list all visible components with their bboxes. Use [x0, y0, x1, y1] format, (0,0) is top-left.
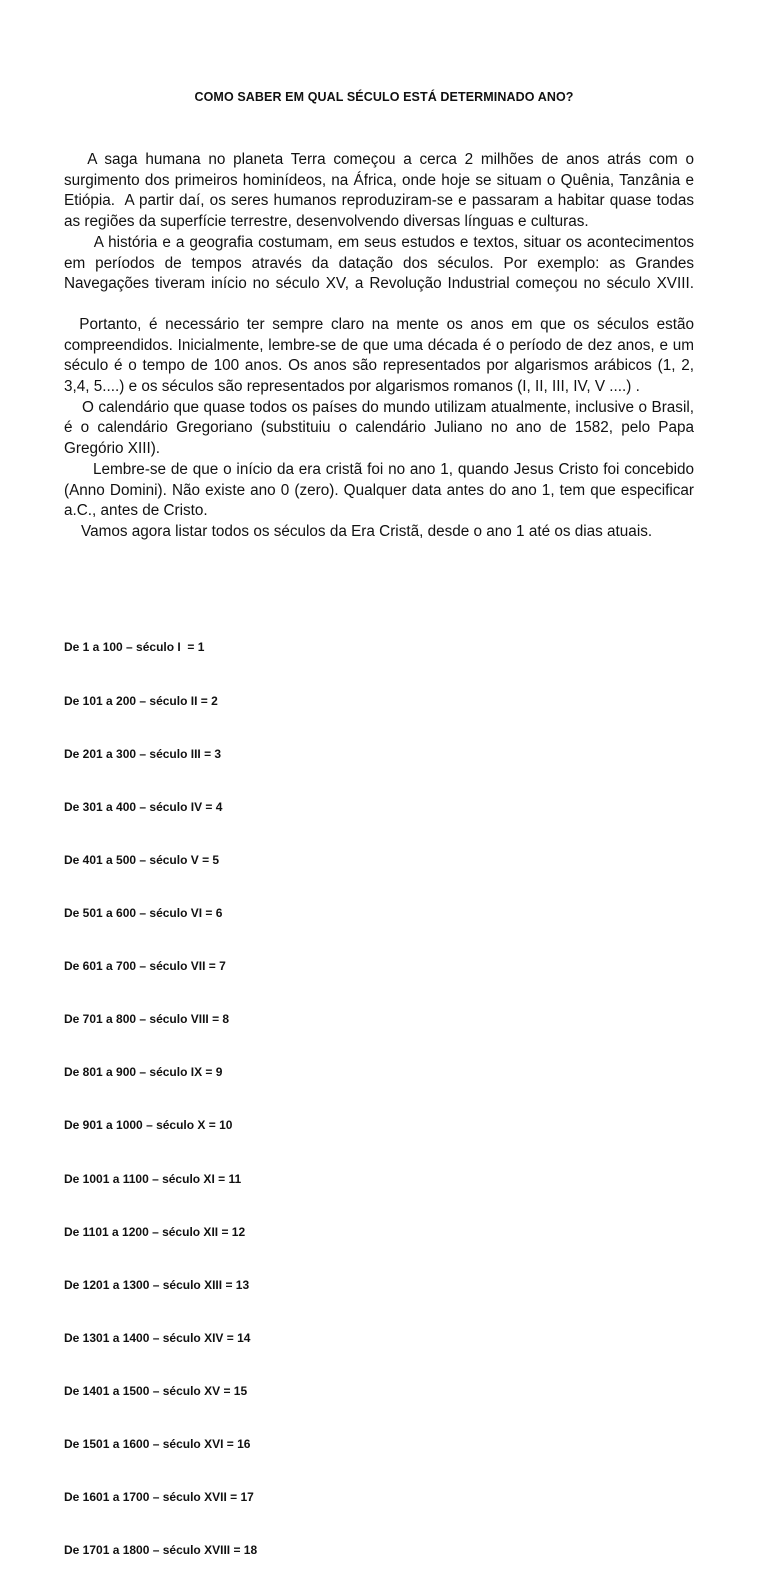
list-item: De 401 a 500 – século V = 5	[64, 852, 220, 867]
list-item: De 301 a 400 – século IV = 4	[64, 799, 223, 814]
list-item: De 801 a 900 – século IX = 9	[64, 1065, 223, 1080]
paragraph-gregorian-calendar: O calendário que quase todos os países do mundo utilizam atualmente, inclusive o Brasil, é o calendário Gregoriano (substituiu o calendário Juliano no ano de 1582, pelo Papa Gregório XIII).	[64, 398, 699, 458]
centuries-list	[64, 604, 257, 1595]
list-item: De 101 a 200 – século II = 2	[64, 693, 218, 708]
document-title: COMO SABER EM QUAL SÉCULO ESTÁ DETERMINADO ANO?	[194, 90, 574, 104]
list-item: De 501 a 600 – século VI = 6	[64, 905, 223, 920]
list-item: De 1601 a 1700 – século XVII = 17	[64, 1490, 254, 1505]
list-item: De 1201 a 1300 – século XIII = 13	[64, 1277, 250, 1292]
list-item: De 1701 a 1800 – século XVIII = 18	[64, 1543, 258, 1558]
list-item: De 1401 a 1500 – século XV = 15	[64, 1383, 248, 1398]
list-item: De 1301 a 1400 – século XIV = 14	[64, 1330, 251, 1345]
paragraph-human-saga: A saga humana no planeta Terra começou a cerca 2 milhões de anos atrás com o surgimento dos primeiros hominídeos, na África, onde hoje se situam o Quênia, Tanzânia e Etiópia. A partir daí, os seres humanos reproduziram-se e passaram a habitar quase todas as regiões da superfície terrestre, desenvolvendo diversas línguas e culturas.	[64, 151, 699, 231]
list-item: De 1101 a 1200 – século XII = 12	[64, 1224, 246, 1239]
paragraph-years-centuries: Portanto, é necessário ter sempre claro na mente os anos em que os séculos estão compreendidos. Inicialmente, lembre-se de que uma década é o período de dez anos, e um século é o tempo de 100 anos. Os anos são representados por algarismos arábicos (1, 2, 3,4, 5....) e os séculos são representados por algarismos romanos (I, II, III, IV, V ....) .	[64, 315, 699, 396]
list-item: De 201 a 300 – século III = 3	[64, 746, 222, 761]
list-item: De 601 a 700 – século VII = 7	[64, 959, 226, 974]
list-item: De 1001 a 1100 – século XI = 11	[64, 1171, 242, 1186]
list-item: De 1501 a 1600 – século XVI = 16	[64, 1437, 251, 1452]
list-item: De 701 a 800 – século VIII = 8	[64, 1012, 230, 1027]
list-item: De 901 a 1000 – século X = 10	[64, 1118, 233, 1133]
paragraph-christian-era: Lembre-se de que o início da era cristã foi no ano 1, quando Jesus Cristo foi concebido (Anno Domini). Não existe ano 0 (zero). Qualquer data antes do ano 1, tem que especificar a.C., antes de Cristo.	[64, 460, 699, 520]
list-item: De 1 a 100 – século I = 1	[64, 640, 205, 655]
paragraph-list-intro: Vamos agora listar todos os séculos da Era Cristã, desde o ano 1 até os dias atuais.	[64, 522, 653, 540]
document-body	[64, 150, 699, 543]
paragraph-history-geography: A história e a geografia costumam, em seus estudos e textos, situar os acontecimentos em períodos de tempos através da datação dos séculos. Por exemplo: as Grandes Navegações tiveram início no século XV, a Revolução Industrial começou no século XVIII.	[64, 233, 699, 293]
